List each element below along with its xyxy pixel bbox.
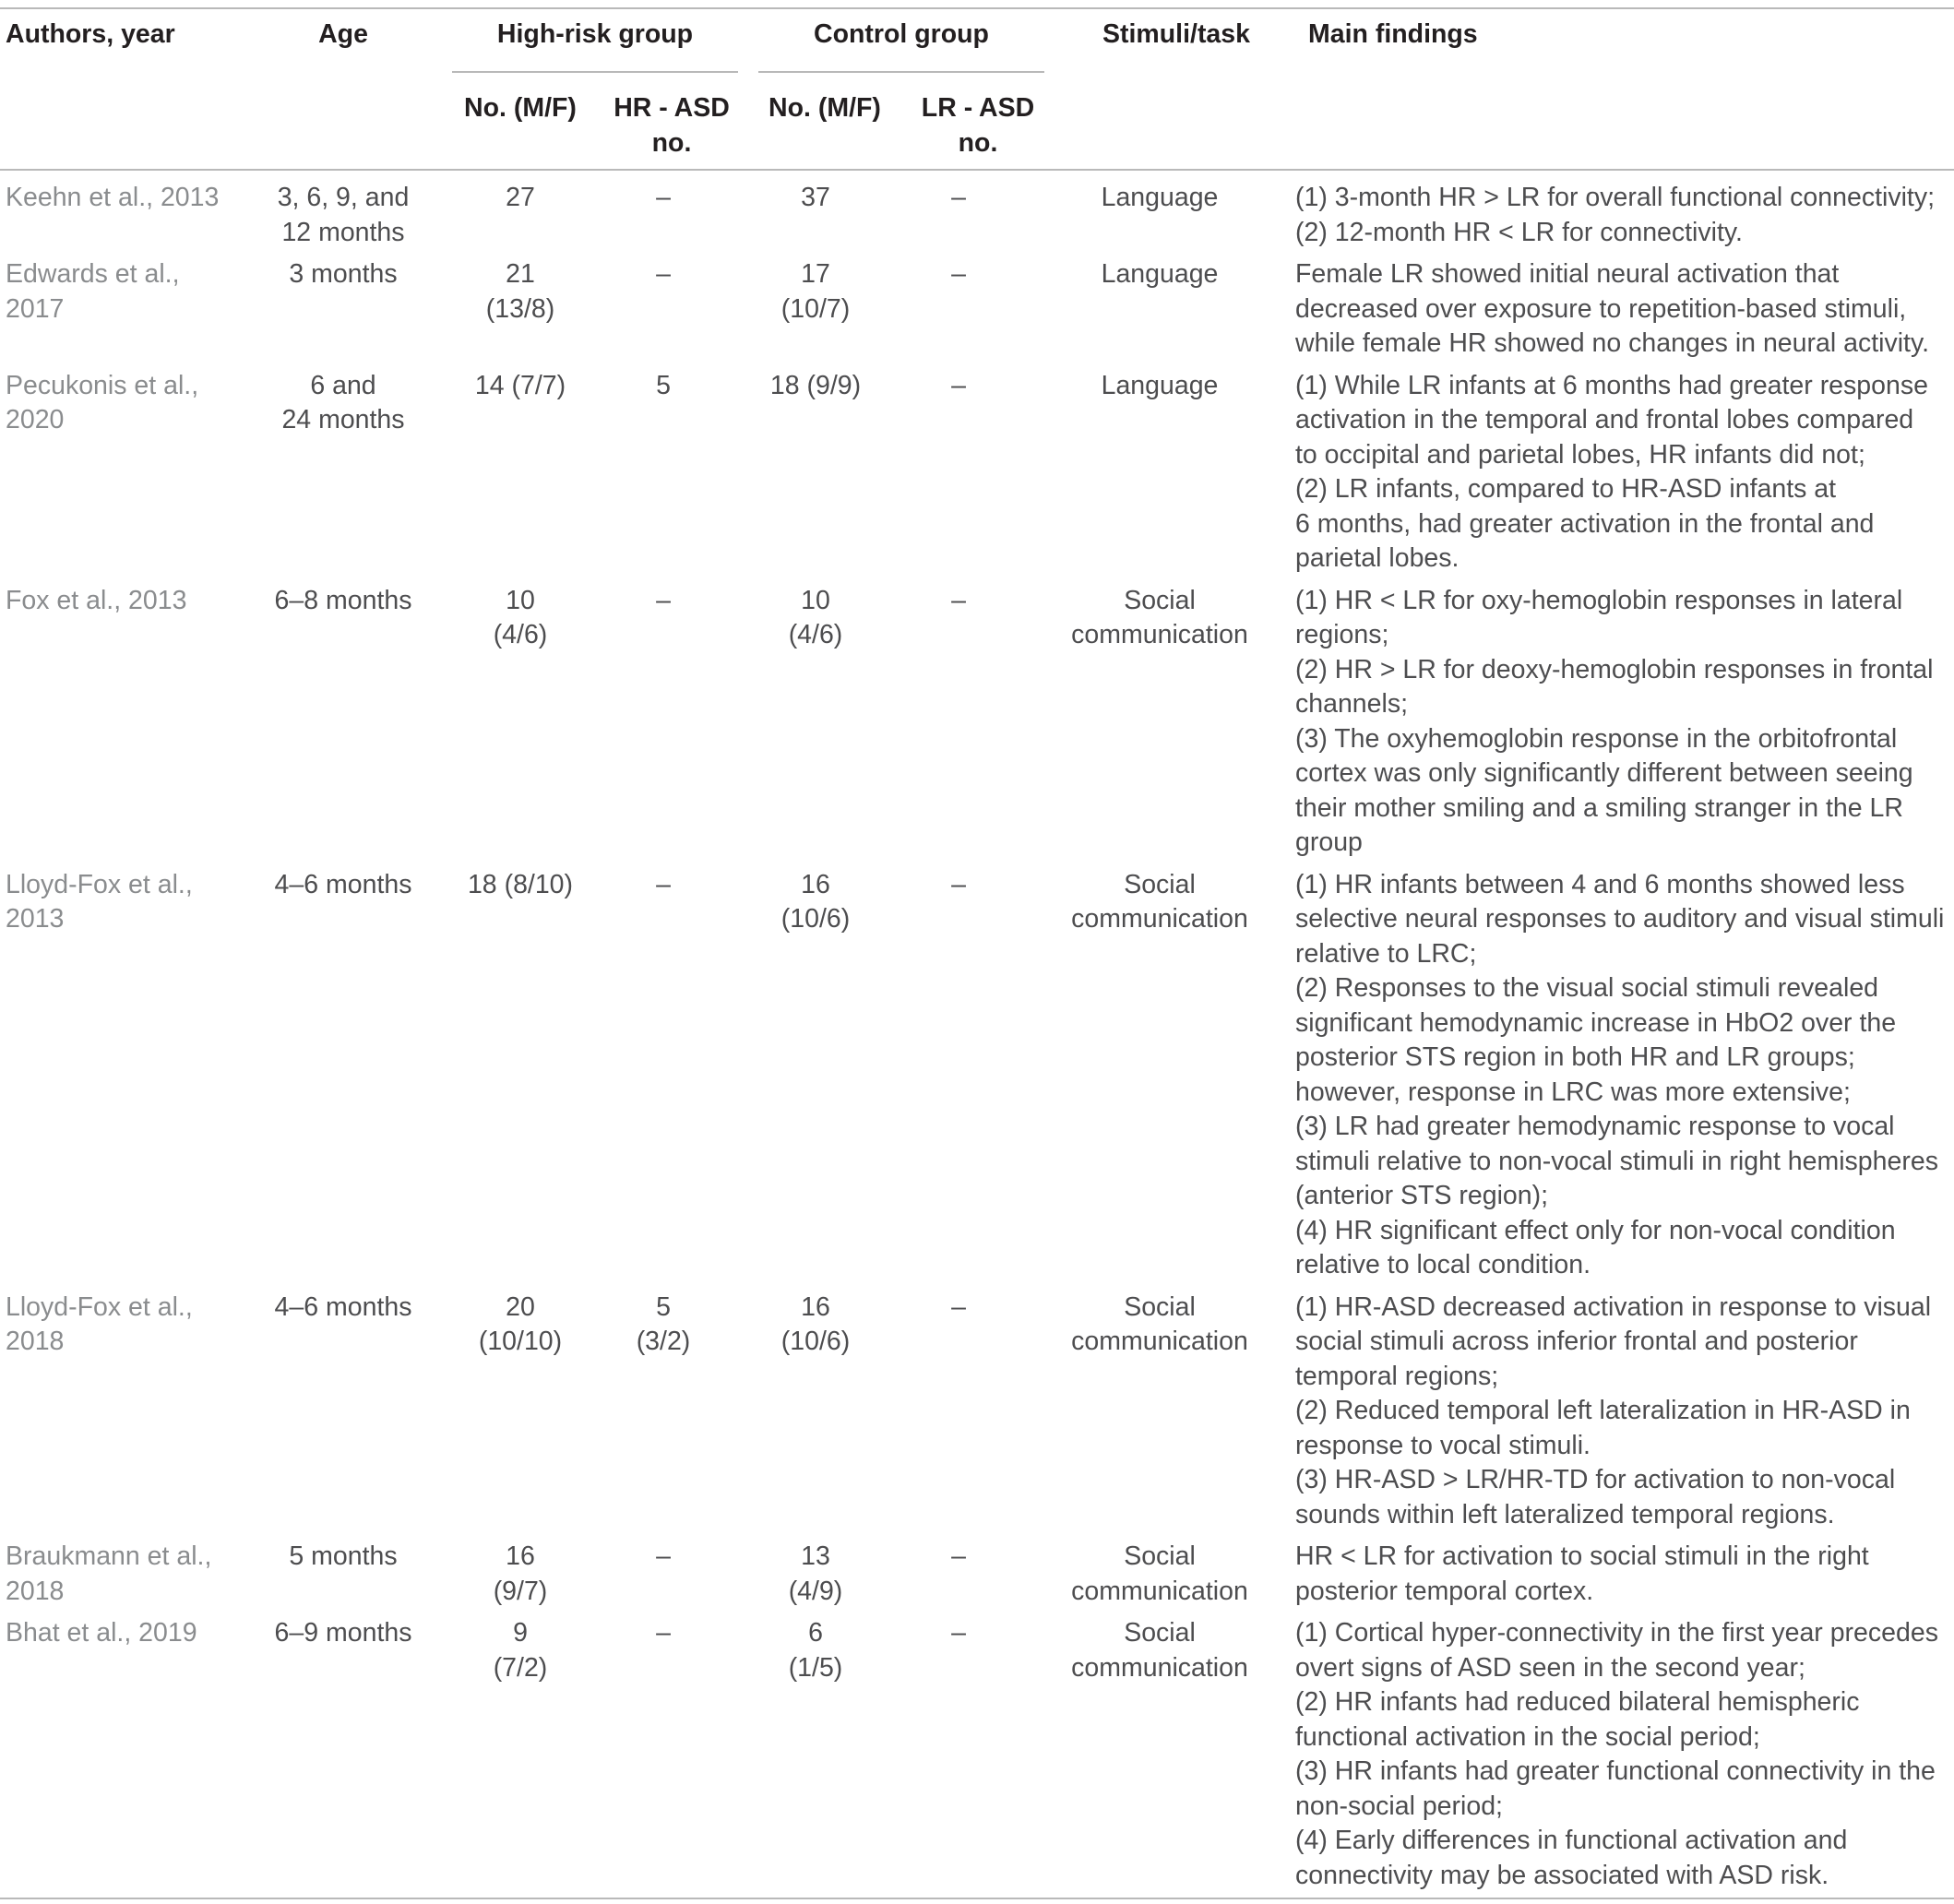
cell-line: 5 bbox=[656, 1291, 671, 1322]
cell-line: – bbox=[656, 259, 671, 289]
cell-line: group bbox=[1295, 827, 1363, 857]
control-group-underline bbox=[758, 71, 1044, 73]
cell-line: 18 (8/10) bbox=[467, 869, 574, 899]
header-authors: Authors, year bbox=[6, 19, 175, 49]
cell-line: (anterior STS region); bbox=[1295, 1181, 1549, 1210]
cell-findings bbox=[1292, 369, 1954, 584]
cell-line: Social bbox=[1124, 1618, 1196, 1648]
cell-lr-asd bbox=[884, 257, 1033, 369]
cell-line: 10 bbox=[801, 585, 830, 615]
cell-line: 12 months bbox=[281, 217, 405, 247]
cell-stimuli bbox=[1043, 1616, 1277, 1900]
cell-line: (4/6) bbox=[788, 620, 843, 649]
cell-stimuli bbox=[1043, 1291, 1277, 1541]
header-rule bbox=[0, 169, 1954, 171]
cell-line: 20 bbox=[506, 1291, 535, 1322]
cell-line: Social bbox=[1124, 585, 1196, 615]
cell-line: posterior STS region in both HR and LR groups; bbox=[1295, 1042, 1855, 1072]
cell-lr-asd bbox=[884, 1540, 1033, 1616]
cell-line: communication bbox=[1071, 620, 1248, 649]
cell-line: 4–6 months bbox=[274, 869, 412, 899]
cell-age bbox=[251, 584, 435, 868]
cell-line: Language bbox=[1101, 259, 1219, 289]
cell-line: Pecukonis et al., bbox=[6, 370, 199, 400]
cell-control-no bbox=[747, 369, 884, 584]
cell-control-no bbox=[747, 257, 884, 369]
cell-line: Edwards et al., bbox=[6, 259, 180, 289]
cell-line: – bbox=[656, 1618, 671, 1648]
cell-line: (13/8) bbox=[485, 293, 555, 324]
cell-hr-asd bbox=[589, 369, 738, 584]
header-control-group: Control group bbox=[814, 19, 989, 49]
cell-line: Keehn et al., 2013 bbox=[6, 183, 220, 212]
cell-lr-asd bbox=[884, 584, 1033, 868]
cell-age bbox=[251, 1616, 435, 1900]
cell-hr-no bbox=[452, 868, 589, 1291]
cell-line: (3) The oxyhemoglobin response in the orbitofrontal bbox=[1295, 723, 1898, 754]
cell-line: 3, 6, 9, and bbox=[277, 183, 410, 212]
cell-line: 2017 bbox=[6, 293, 65, 324]
cell-line: temporal regions; bbox=[1295, 1361, 1499, 1391]
cell-stimuli bbox=[1043, 369, 1277, 584]
cell-line: (4) Early differences in functional activation and bbox=[1295, 1826, 1848, 1855]
cell-line: (2) HR > LR for deoxy-hemoglobin responses in frontal bbox=[1295, 654, 1934, 684]
cell-hr-asd bbox=[589, 1616, 738, 1900]
header-main-findings: Main findings bbox=[1308, 19, 1478, 49]
studies-table bbox=[0, 181, 1954, 1900]
cell-hr-asd bbox=[589, 868, 738, 1291]
cell-line: (2) Responses to the visual social stimuli revealed bbox=[1295, 973, 1879, 1003]
cell-line: selective neural responses to auditory and visual stimuli bbox=[1295, 904, 1945, 934]
cell-line: 6 months, had greater activation in the frontal and bbox=[1295, 508, 1875, 539]
cell-line: (9/7) bbox=[493, 1576, 548, 1606]
cell-author bbox=[0, 369, 251, 584]
cell-line: 16 bbox=[801, 869, 830, 899]
cell-line: non-social period; bbox=[1295, 1791, 1503, 1821]
cell-findings bbox=[1292, 584, 1954, 868]
table-row bbox=[0, 584, 1954, 868]
cell-hr-no bbox=[452, 257, 589, 369]
cell-line: 37 bbox=[801, 183, 830, 212]
cell-stimuli bbox=[1043, 1540, 1277, 1616]
cell-line: Social bbox=[1124, 1541, 1196, 1571]
cell-author bbox=[0, 1291, 251, 1541]
cell-line: 27 bbox=[506, 183, 535, 212]
cell-line: 18 (9/9) bbox=[769, 370, 862, 400]
cell-line: 9 bbox=[513, 1618, 528, 1648]
header-high-risk-group: High-risk group bbox=[496, 19, 694, 49]
cell-line: (2) HR infants had reduced bilateral hemispheric bbox=[1295, 1687, 1860, 1717]
cell-line: 2018 bbox=[6, 1327, 65, 1356]
cell-line: functional activation in the social period; bbox=[1295, 1721, 1760, 1752]
cell-line: their mother smiling and a smiling stranger in the LR bbox=[1295, 792, 1903, 823]
cell-line: connectivity may be associated with ASD risk. bbox=[1295, 1860, 1829, 1890]
cell-line: sounds within left lateralized temporal regions. bbox=[1295, 1499, 1835, 1529]
cell-hr-asd bbox=[589, 181, 738, 257]
cell-line: communication bbox=[1071, 1327, 1248, 1356]
cell-hr-no bbox=[452, 369, 589, 584]
cell-line: – bbox=[951, 1541, 966, 1571]
bottom-rule bbox=[0, 1898, 1954, 1899]
cell-line: 4–6 months bbox=[274, 1291, 412, 1322]
header-hr-asd: HR - ASD no. bbox=[614, 93, 730, 158]
cell-line: relative to LRC; bbox=[1295, 938, 1477, 969]
cell-line: 5 bbox=[656, 370, 671, 400]
cell-lr-asd bbox=[884, 1291, 1033, 1541]
cell-author bbox=[0, 257, 251, 369]
cell-line: (3) LR had greater hemodynamic response to vocal bbox=[1295, 1112, 1895, 1141]
cell-line: – bbox=[656, 585, 671, 615]
cell-line: (3/2) bbox=[636, 1327, 691, 1356]
cell-age bbox=[251, 181, 435, 257]
cell-line: communication bbox=[1071, 1652, 1248, 1683]
high-risk-group-underline bbox=[452, 71, 738, 73]
cell-line: (7/2) bbox=[493, 1652, 548, 1683]
cell-control-no bbox=[747, 181, 884, 257]
cell-line: (1/5) bbox=[788, 1652, 843, 1683]
cell-line: (3) HR infants had greater functional connectivity in the bbox=[1295, 1756, 1936, 1786]
cell-line: channels; bbox=[1295, 689, 1409, 719]
cell-hr-no bbox=[452, 584, 589, 868]
cell-line: 16 bbox=[506, 1541, 535, 1571]
cell-author bbox=[0, 1616, 251, 1900]
cell-hr-asd bbox=[589, 584, 738, 868]
cell-hr-asd bbox=[589, 257, 738, 369]
cell-line: (1) Cortical hyper-connectivity in the first year precedes bbox=[1295, 1618, 1938, 1648]
cell-line: 3 months bbox=[289, 259, 398, 289]
cell-line: (4) HR significant effect only for non-vocal condition bbox=[1295, 1215, 1896, 1245]
cell-author bbox=[0, 584, 251, 868]
cell-line: Female LR showed initial neural activation that bbox=[1295, 259, 1840, 289]
cell-stimuli bbox=[1043, 181, 1277, 257]
cell-line: (1) HR-ASD decreased activation in response to visual bbox=[1295, 1291, 1932, 1322]
cell-line: – bbox=[951, 1618, 966, 1648]
cell-line: 6–9 months bbox=[274, 1618, 412, 1648]
cell-line: 2013 bbox=[6, 904, 65, 934]
cell-line: communication bbox=[1071, 904, 1248, 934]
cell-line: social stimuli across inferior frontal and posterior bbox=[1295, 1327, 1858, 1356]
cell-author bbox=[0, 1540, 251, 1616]
cell-author bbox=[0, 181, 251, 257]
cell-control-no bbox=[747, 868, 884, 1291]
cell-stimuli bbox=[1043, 868, 1277, 1291]
cell-line: Language bbox=[1101, 183, 1219, 212]
header-control-no: No. (M/F) bbox=[768, 93, 881, 123]
cell-line: Social bbox=[1124, 1291, 1196, 1322]
cell-line: (10/7) bbox=[780, 293, 851, 324]
header-age: Age bbox=[318, 19, 368, 49]
cell-line: to occipital and parietal lobes, HR infants did not; bbox=[1295, 439, 1865, 470]
table-row bbox=[0, 181, 1954, 257]
cell-line: 14 (7/7) bbox=[474, 370, 566, 400]
header-hr-no: No. (M/F) bbox=[464, 93, 577, 123]
cell-age bbox=[251, 1291, 435, 1541]
cell-line: (2) 12-month HR < LR for connectivity. bbox=[1295, 217, 1743, 247]
cell-line: Fox et al., 2013 bbox=[6, 585, 187, 615]
cell-line: 5 months bbox=[289, 1541, 398, 1571]
cell-line: 16 bbox=[801, 1291, 830, 1322]
cell-lr-asd bbox=[884, 369, 1033, 584]
cell-line: (1) 3-month HR > LR for overall functional connectivity; bbox=[1295, 183, 1936, 212]
cell-line: (10/6) bbox=[780, 904, 851, 934]
cell-line: overt signs of ASD seen in the second year; bbox=[1295, 1652, 1805, 1683]
cell-line: HR < LR for activation to social stimuli in the right bbox=[1295, 1541, 1869, 1571]
cell-hr-no bbox=[452, 1616, 589, 1900]
table-row bbox=[0, 1616, 1954, 1900]
cell-line: Lloyd-Fox et al., bbox=[6, 869, 193, 899]
table-row bbox=[0, 868, 1954, 1291]
cell-line: while female HR showed no changes in neural activity. bbox=[1295, 328, 1929, 358]
cell-findings bbox=[1292, 1540, 1954, 1616]
cell-line: posterior temporal cortex. bbox=[1295, 1576, 1594, 1606]
cell-lr-asd bbox=[884, 1616, 1033, 1900]
cell-line: 21 bbox=[506, 259, 535, 289]
cell-control-no bbox=[747, 1616, 884, 1900]
cell-line: (10/6) bbox=[780, 1327, 851, 1356]
table-row bbox=[0, 257, 1954, 369]
cell-line: 17 bbox=[801, 259, 830, 289]
table-row bbox=[0, 369, 1954, 584]
cell-line: – bbox=[951, 585, 966, 615]
cell-age bbox=[251, 868, 435, 1291]
cell-control-no bbox=[747, 1291, 884, 1541]
cell-line: (2) LR infants, compared to HR-ASD infants at bbox=[1295, 474, 1837, 504]
cell-control-no bbox=[747, 584, 884, 868]
cell-line: 6–8 months bbox=[274, 585, 412, 615]
cell-line: 6 bbox=[808, 1618, 823, 1648]
cell-author bbox=[0, 868, 251, 1291]
cell-line: (4/9) bbox=[788, 1576, 843, 1606]
cell-line: (2) Reduced temporal left lateralization in HR-ASD in bbox=[1295, 1396, 1911, 1425]
cell-line: cortex was only significantly different between seeing bbox=[1295, 758, 1913, 788]
cell-findings bbox=[1292, 1291, 1954, 1541]
cell-line: response to vocal stimuli. bbox=[1295, 1430, 1591, 1460]
cell-line: (3) HR-ASD > LR/HR-TD for activation to non-vocal bbox=[1295, 1465, 1896, 1494]
cell-stimuli bbox=[1043, 584, 1277, 868]
cell-findings bbox=[1292, 868, 1954, 1291]
cell-hr-asd bbox=[589, 1291, 738, 1541]
cell-stimuli bbox=[1043, 257, 1277, 369]
cell-control-no bbox=[747, 1540, 884, 1616]
cell-hr-no bbox=[452, 1291, 589, 1541]
cell-age bbox=[251, 257, 435, 369]
cell-line: communication bbox=[1071, 1576, 1248, 1606]
cell-line: (1) While LR infants at 6 months had greater response bbox=[1295, 370, 1928, 400]
cell-line: activation in the temporal and frontal lobes compared bbox=[1295, 405, 1914, 434]
cell-line: Social bbox=[1124, 869, 1196, 899]
cell-findings bbox=[1292, 257, 1954, 369]
top-rule bbox=[0, 7, 1954, 9]
cell-lr-asd bbox=[884, 868, 1033, 1291]
cell-line: (1) HR infants between 4 and 6 months showed less bbox=[1295, 869, 1905, 899]
cell-line: 24 months bbox=[281, 405, 405, 434]
cell-line: (4/6) bbox=[493, 620, 548, 649]
cell-line: (1) HR < LR for oxy-hemoglobin responses in lateral bbox=[1295, 585, 1903, 615]
cell-line: relative to local condition. bbox=[1295, 1250, 1591, 1279]
cell-age bbox=[251, 369, 435, 584]
cell-line: Braukmann et al., bbox=[6, 1541, 212, 1571]
cell-line: 13 bbox=[801, 1541, 830, 1571]
cell-line: – bbox=[951, 183, 966, 212]
cell-line: however, response in LRC was more extensive; bbox=[1295, 1077, 1851, 1107]
cell-line: – bbox=[656, 869, 671, 899]
cell-line: 2018 bbox=[6, 1576, 65, 1606]
cell-hr-no bbox=[452, 1540, 589, 1616]
cell-line: parietal lobes. bbox=[1295, 543, 1460, 573]
cell-findings bbox=[1292, 1616, 1954, 1900]
cell-line: – bbox=[656, 183, 671, 212]
header-stimuli-task: Stimuli/task bbox=[1102, 19, 1250, 49]
table-row bbox=[0, 1540, 1954, 1616]
cell-line: – bbox=[951, 370, 966, 400]
cell-findings bbox=[1292, 181, 1954, 257]
cell-line: significant hemodynamic increase in HbO2 over the bbox=[1295, 1007, 1897, 1038]
cell-line: Language bbox=[1101, 370, 1219, 400]
cell-line: stimuli relative to non-vocal stimuli in right hemispheres bbox=[1295, 1146, 1938, 1176]
cell-line: 10 bbox=[506, 585, 535, 615]
cell-age bbox=[251, 1540, 435, 1616]
cell-hr-asd bbox=[589, 1540, 738, 1616]
cell-line: decreased over exposure to repetition-based stimuli, bbox=[1295, 293, 1907, 324]
cell-line: regions; bbox=[1295, 620, 1389, 649]
cell-line: 6 and bbox=[310, 370, 376, 400]
cell-line: – bbox=[951, 869, 966, 899]
cell-line: Lloyd-Fox et al., bbox=[6, 1291, 193, 1322]
cell-line: – bbox=[951, 1291, 966, 1322]
header-lr-asd: LR - ASD no. bbox=[921, 93, 1035, 158]
cell-line: – bbox=[656, 1541, 671, 1571]
cell-hr-no bbox=[452, 181, 589, 257]
cell-lr-asd bbox=[884, 181, 1033, 257]
cell-line: 2020 bbox=[6, 405, 65, 434]
cell-line: – bbox=[951, 259, 966, 289]
cell-line: Bhat et al., 2019 bbox=[6, 1618, 197, 1648]
table-row bbox=[0, 1291, 1954, 1541]
cell-line: (10/10) bbox=[478, 1327, 563, 1356]
